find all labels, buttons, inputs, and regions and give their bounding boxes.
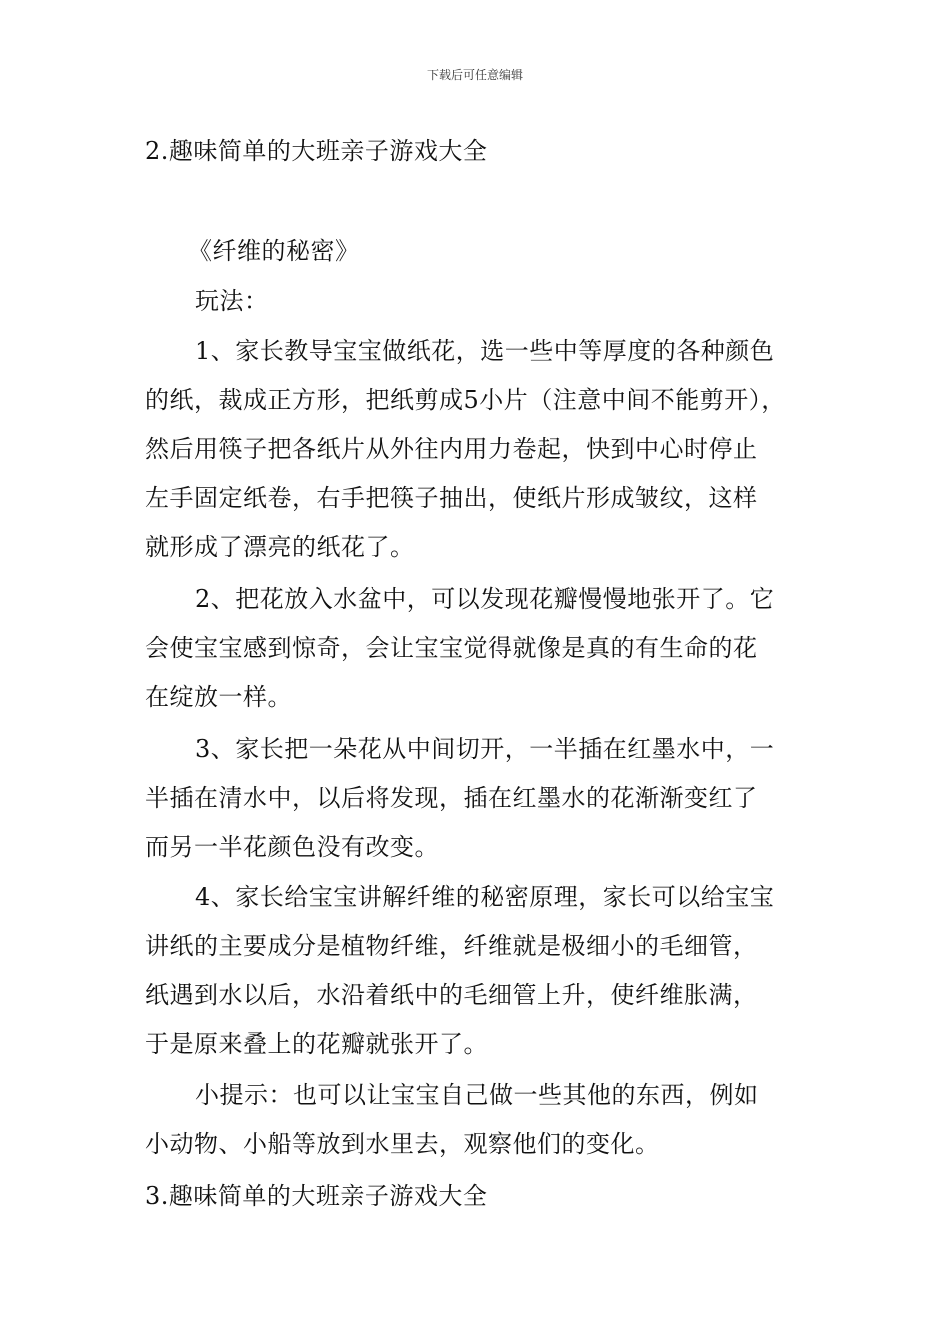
step-4-line-4: 于是原来叠上的花瓣就张开了。 <box>145 1030 488 1058</box>
step-1-line-5: 就形成了漂亮的纸花了。 <box>145 533 415 561</box>
section-heading: 2.趣味简单的大班亲子游戏大全 <box>145 137 488 165</box>
tip-line-1: 小提示：也可以让宝宝自己做一些其他的东西，例如 <box>195 1081 759 1109</box>
step-1-line-2: 的纸，裁成正方形，把纸剪成5小片（注意中间不能剪开）， <box>145 386 786 414</box>
step-3-line-2: 半插在清水中，以后将发现，插在红墨水的花渐渐变红了 <box>145 784 758 812</box>
step-4-line-1: 4、家长给宝宝讲解纤维的秘密原理，家长可以给宝宝 <box>195 883 775 911</box>
tip-line-2: 小动物、小船等放到水里去，观察他们的变化。 <box>145 1130 660 1158</box>
step-4-line-2: 讲纸的主要成分是植物纤维，纤维就是极细小的毛细管， <box>145 932 758 960</box>
step-3-line-3: 而另一半花颜色没有改变。 <box>145 833 439 861</box>
game-title: 《纤维的秘密》 <box>188 237 360 265</box>
next-section-heading: 3.趣味简单的大班亲子游戏大全 <box>145 1182 488 1210</box>
step-1-line-1: 1、家长教导宝宝做纸花，选一些中等厚度的各种颜色 <box>195 337 775 365</box>
step-1-line-3: 然后用筷子把各纸片从外往内用力卷起，快到中心时停止 <box>145 435 758 463</box>
step-2-line-3: 在绽放一样。 <box>145 683 292 711</box>
step-2-line-2: 会使宝宝感到惊奇，会让宝宝觉得就像是真的有生命的花 <box>145 634 758 662</box>
step-4-line-3: 纸遇到水以后，水沿着纸中的毛细管上升，使纤维胀满， <box>145 981 758 1009</box>
step-3-line-1: 3、家长把一朵花从中间切开，一半插在红墨水中，一 <box>195 735 775 763</box>
method-label: 玩法： <box>195 287 269 315</box>
step-2-line-1: 2、把花放入水盆中，可以发现花瓣慢慢地张开了。它 <box>195 585 775 613</box>
step-1-line-4: 左手固定纸卷，右手把筷子抽出，使纸片形成皱纹，这样 <box>145 484 758 512</box>
header-note: 下载后可任意编辑 <box>426 68 523 82</box>
